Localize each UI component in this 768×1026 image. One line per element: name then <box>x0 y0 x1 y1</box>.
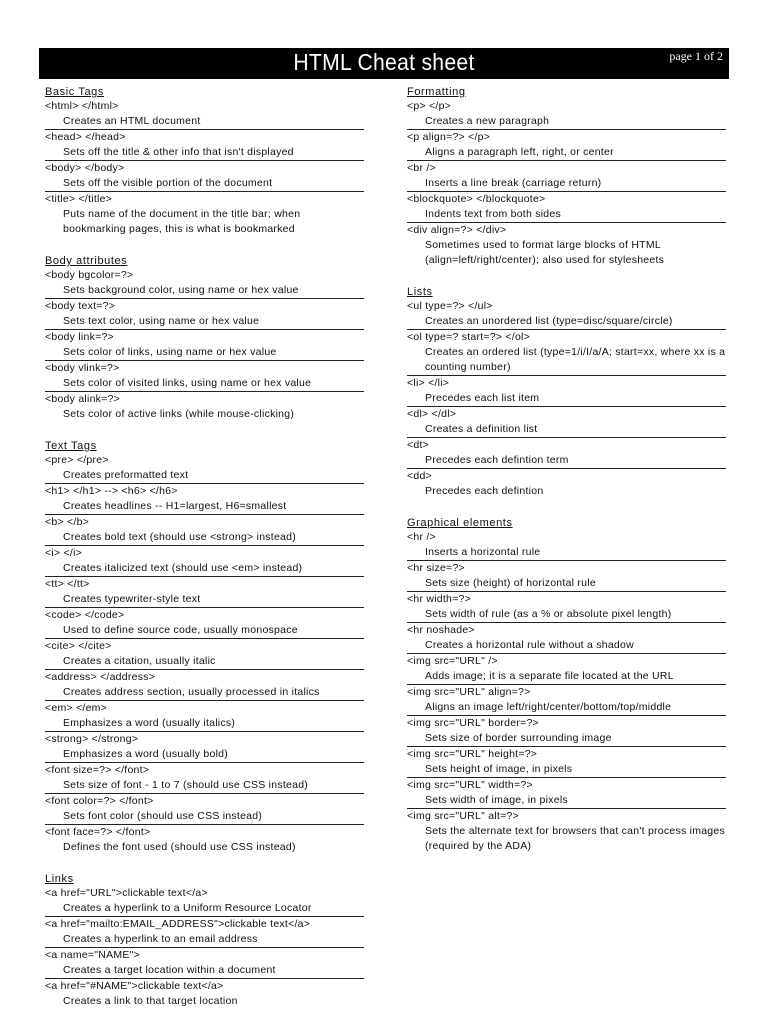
entry-tag: <hr size=?> <box>407 562 465 574</box>
entry-description: Creates a horizontal rule without a shadow <box>425 639 634 651</box>
cheat-entry <box>407 407 726 438</box>
entry-description: Sets width of image, in pixels <box>425 794 568 806</box>
entry-description: Emphasizes a word (usually bold) <box>63 748 228 760</box>
cheat-entry <box>45 268 364 299</box>
section-title: Basic Tags <box>45 86 104 98</box>
section-title: Graphical elements <box>407 517 513 529</box>
cheat-entry <box>45 161 364 192</box>
entry-description: Puts name of the document in the title bar; when bookmarking pages, this is what is bookmarked <box>63 208 301 235</box>
cheat-entry <box>407 685 726 716</box>
entry-description: Creates a hyperlink to an email address <box>63 933 258 945</box>
cheat-entry <box>45 577 364 608</box>
entry-description: Sets size of font - 1 to 7 (should use CSS instead) <box>63 779 309 791</box>
entry-tag: <html> </html> <box>45 100 119 112</box>
entry-description: Creates a new paragraph <box>425 115 550 127</box>
entry-description: Creates a hyperlink to a Uniform Resource Locator <box>63 902 312 914</box>
entry-description: Sets color of active links (while mouse-clicking) <box>63 408 295 420</box>
cheat-entry <box>45 453 364 484</box>
cheat-entry <box>407 654 726 685</box>
entry-description: Emphasizes a word (usually italics) <box>63 717 236 729</box>
entry-description: Creates an ordered list (type=1/i/I/a/A; start=xx, where xx is a counting number) <box>425 346 726 373</box>
entry-description: Precedes each list item <box>425 392 540 404</box>
entry-tag: <head> </head> <box>45 131 126 143</box>
entry-description: Aligns an image left/right/center/bottom/top/middle <box>425 701 672 713</box>
entry-description: Sets background color, using name or hex value <box>63 284 299 296</box>
entry-tag: <title> </title> <box>45 193 113 205</box>
cheat-entry <box>407 438 726 469</box>
entry-description: Sets width of rule (as a % or absolute pixel length) <box>425 608 672 620</box>
entry-tag: <code> </code> <box>45 609 125 621</box>
page-title: HTML Cheat sheet <box>293 49 475 75</box>
entry-tag: <a href="URL">clickable text</a> <box>45 887 208 899</box>
cheat-entry <box>45 546 364 577</box>
entry-description: Sets size (height) of horizontal rule <box>425 577 596 589</box>
entry-description: Sets color of links, using name or hex value <box>63 346 277 358</box>
entry-description: Creates a link to that target location <box>63 995 238 1007</box>
entry-description: Creates a citation, usually italic <box>63 655 216 667</box>
cheat-entry <box>407 469 726 499</box>
entry-tag: <a href="mailto:EMAIL_ADDRESS">clickable text</a> <box>45 918 311 930</box>
section-formatting <box>407 85 726 268</box>
cheat-entry <box>407 223 726 268</box>
entry-description: Sets text color, using name or hex value <box>63 315 260 327</box>
section-body-attributes <box>45 254 364 422</box>
section-graphical-elements <box>407 516 726 854</box>
entry-description: Sometimes used to format large blocks of HTML (align=left/right/center); also used for stylesheets <box>425 239 665 266</box>
cheat-entry <box>407 747 726 778</box>
cheat-entry <box>45 361 364 392</box>
cheat-entry <box>45 639 364 670</box>
entry-tag: <i> </i> <box>45 547 83 559</box>
cheat-entry <box>45 484 364 515</box>
section-title: Text Tags <box>45 440 97 452</box>
section-title: Formatting <box>407 86 466 98</box>
section-text-tags <box>45 439 364 855</box>
cheat-entry <box>45 917 364 948</box>
entry-tag: <body vlink=?> <box>45 362 120 374</box>
entry-tag: <body alink=?> <box>45 393 121 405</box>
entry-tag: <b> </b> <box>45 516 90 528</box>
entry-tag: <cite> </cite> <box>45 640 112 652</box>
cheat-entry <box>407 130 726 161</box>
entry-description: Creates bold text (should use <strong> instead) <box>63 531 296 543</box>
entry-tag: <p> </p> <box>407 100 452 112</box>
entry-description: Creates a definition list <box>425 423 538 435</box>
section-title: Body attributes <box>45 255 128 267</box>
cheat-entry <box>407 809 726 854</box>
entry-tag: <br /> <box>407 162 436 174</box>
title-bar <box>39 48 729 79</box>
page-number: page 1 of 2 <box>669 49 723 63</box>
entry-tag: <ul type=?> </ul> <box>407 300 493 312</box>
entry-tag: <dl> </dl> <box>407 408 457 420</box>
cheat-entry <box>45 979 364 1009</box>
entry-tag: <hr noshade> <box>407 624 475 636</box>
entry-description: Sets size of border surrounding image <box>425 732 612 744</box>
entry-description: Aligns a paragraph left, right, or center <box>425 146 614 158</box>
entry-tag: <font color=?> </font> <box>45 795 154 807</box>
cheat-entry <box>407 530 726 561</box>
entry-tag: <a name="NAME"> <box>45 949 140 961</box>
cheat-entry <box>45 608 364 639</box>
entry-tag: <ol type=? start=?> </ol> <box>407 331 531 343</box>
left-column <box>45 84 364 1026</box>
cheat-entry <box>45 515 364 546</box>
entry-tag: <blockquote> </blockquote> <box>407 193 546 205</box>
entry-tag: <pre> </pre> <box>45 454 109 466</box>
entry-description: Sets color of visited links, using name or hex value <box>63 377 312 389</box>
entry-description: Creates headlines -- H1=largest, H6=smallest <box>63 500 287 512</box>
entry-tag: <body text=?> <box>45 300 116 312</box>
entry-tag: <a href="#NAME">clickable text</a> <box>45 980 224 992</box>
entry-tag: <address> </address> <box>45 671 156 683</box>
cheat-entry <box>45 763 364 794</box>
cheat-entry <box>407 161 726 192</box>
entry-tag: <font size=?> </font> <box>45 764 150 776</box>
entry-tag: <h1> </h1> --> <h6> </h6> <box>45 485 178 497</box>
cheat-entry <box>45 701 364 732</box>
cheat-entry <box>407 592 726 623</box>
entry-tag: <dd> <box>407 470 432 482</box>
entry-tag: <p align=?> </p> <box>407 131 491 143</box>
entry-tag: <strong> </strong> <box>45 733 139 745</box>
entry-description: Precedes each defintion term <box>425 454 569 466</box>
entry-tag: <dt> <box>407 439 430 451</box>
entry-tag: <body bgcolor=?> <box>45 269 134 281</box>
section-basic-tags <box>45 85 364 237</box>
entry-description: Inserts a horizontal rule <box>425 546 541 558</box>
cheat-entry <box>407 99 726 130</box>
entry-tag: <img src="URL" height=?> <box>407 748 538 760</box>
cheat-entry <box>45 886 364 917</box>
entry-tag: <hr /> <box>407 531 436 543</box>
entry-description: Creates an HTML document <box>63 115 201 127</box>
entry-tag: <img src="URL" width=?> <box>407 779 533 791</box>
cheat-entry <box>407 192 726 223</box>
cheat-entry <box>407 376 726 407</box>
entry-tag: <font face=?> </font> <box>45 826 151 838</box>
cheat-entry <box>45 99 364 130</box>
entry-description: Used to define source code, usually monospace <box>63 624 298 636</box>
entry-description: Creates preformatted text <box>63 469 189 481</box>
entry-tag: <img src="URL" /> <box>407 655 498 667</box>
section-title: Lists <box>407 286 433 298</box>
entry-description: Creates italicized text (should use <em> instead) <box>63 562 303 574</box>
section-lists <box>407 285 726 499</box>
section-links <box>45 872 364 1009</box>
cheat-entry <box>407 716 726 747</box>
cheat-entry <box>45 732 364 763</box>
entry-description: Sets off the visible portion of the document <box>63 177 273 189</box>
cheat-entry <box>45 392 364 422</box>
cheat-entry <box>45 670 364 701</box>
entry-description: Creates address section, usually processed in italics <box>63 686 320 698</box>
cheat-entry <box>407 299 726 330</box>
entry-tag: <img src="URL" align=?> <box>407 686 531 698</box>
entry-tag: <em> </em> <box>45 702 108 714</box>
cheat-entry <box>45 192 364 237</box>
entry-description: Indents text from both sides <box>425 208 561 220</box>
entry-description: Sets height of image, in pixels <box>425 763 573 775</box>
entry-tag: <li> </li> <box>407 377 450 389</box>
right-column <box>407 84 726 871</box>
section-title: Links <box>45 873 74 885</box>
entry-description: Adds image; it is a separate file located at the URL <box>425 670 674 682</box>
cheat-entry <box>45 825 364 855</box>
entry-tag: <img src="URL" alt=?> <box>407 810 519 822</box>
entry-tag: <hr width=?> <box>407 593 472 605</box>
entry-description: Creates an unordered list (type=disc/square/circle) <box>425 315 673 327</box>
entry-description: Sets font color (should use CSS instead) <box>63 810 263 822</box>
cheat-entry <box>45 948 364 979</box>
cheat-entry <box>45 130 364 161</box>
cheat-entry <box>45 330 364 361</box>
entry-tag: <body> </body> <box>45 162 125 174</box>
cheat-entry <box>45 794 364 825</box>
entry-tag: <tt> </tt> <box>45 578 90 590</box>
entry-description: Sets the alternate text for browsers that can't process images (required by the ADA) <box>425 825 725 852</box>
entry-tag: <body link=?> <box>45 331 114 343</box>
entry-tag: <img src="URL" border=?> <box>407 717 539 729</box>
cheat-entry <box>407 778 726 809</box>
entry-description: Sets off the title & other info that isn't displayed <box>63 146 294 158</box>
entry-description: Inserts a line break (carriage return) <box>425 177 602 189</box>
entry-description: Creates typewriter-style text <box>63 593 201 605</box>
cheat-entry <box>407 623 726 654</box>
entry-description: Defines the font used (should use CSS instead) <box>63 841 296 853</box>
entry-description: Precedes each defintion <box>425 485 544 497</box>
entry-description: Creates a target location within a document <box>63 964 276 976</box>
cheat-entry <box>407 561 726 592</box>
entry-tag: <div align=?> </div> <box>407 224 507 236</box>
cheat-entry <box>45 299 364 330</box>
cheat-entry <box>407 330 726 376</box>
